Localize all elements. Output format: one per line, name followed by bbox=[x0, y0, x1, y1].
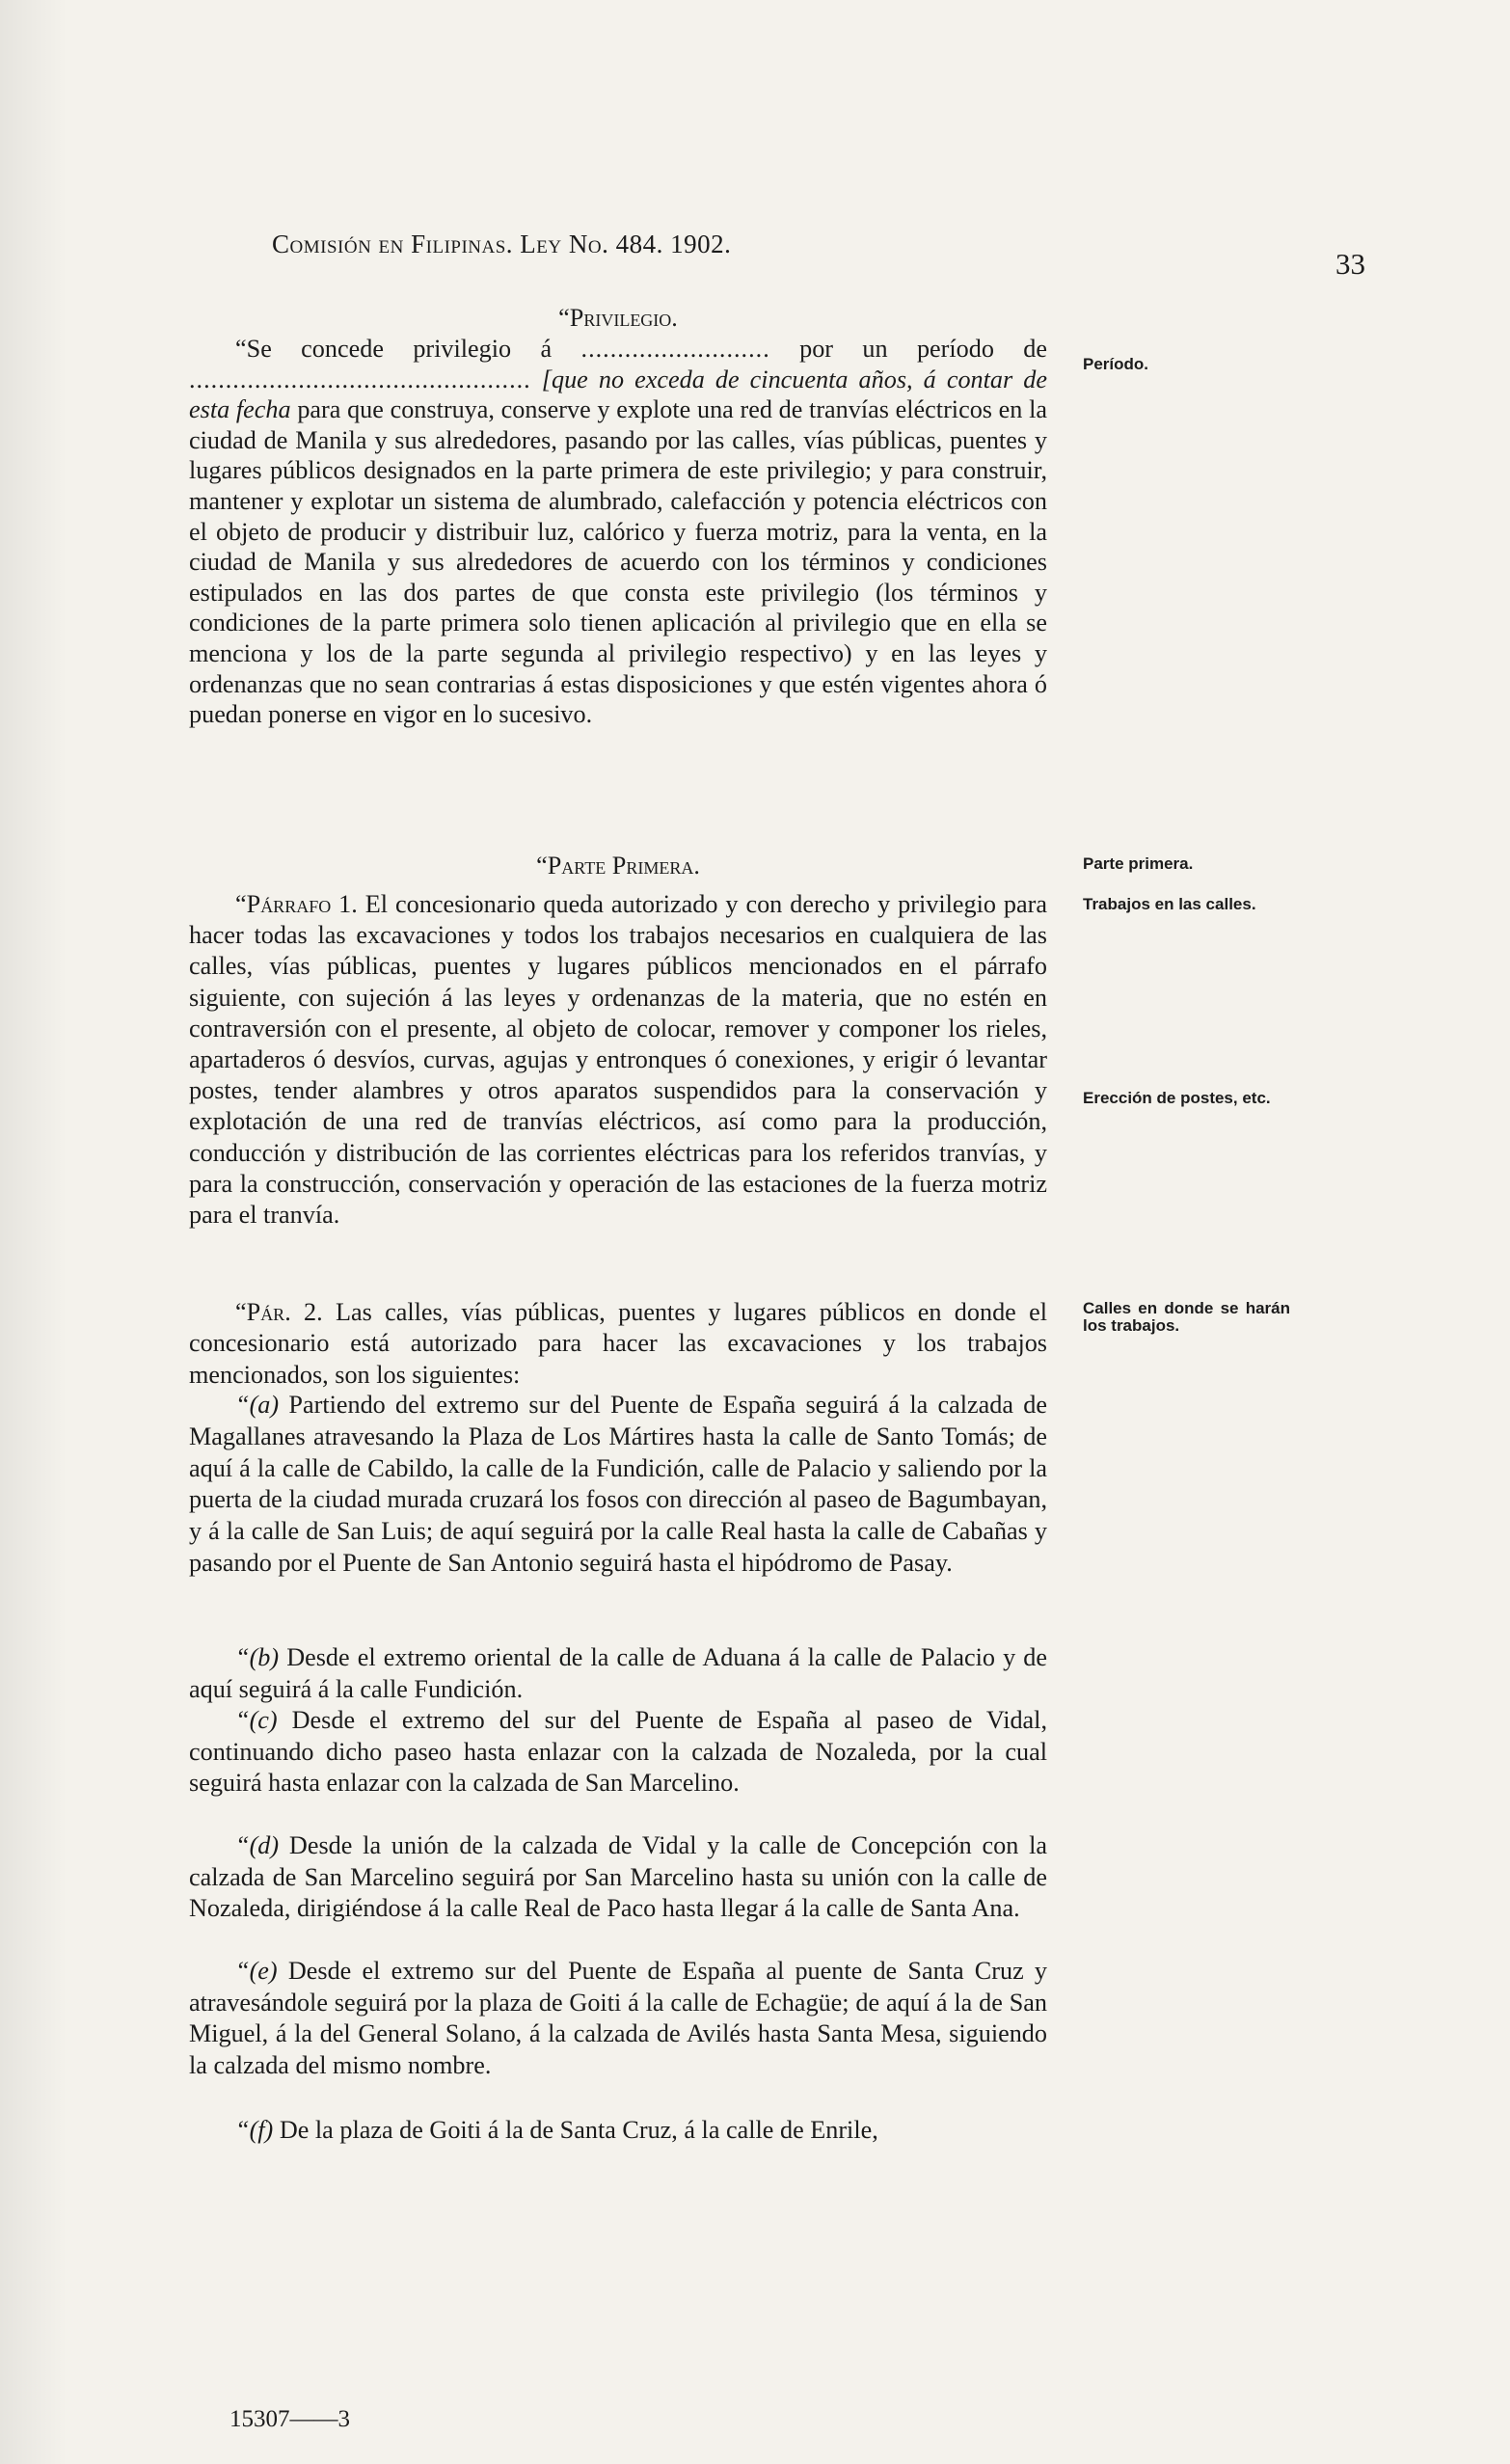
blank-dots-period: ............................................... bbox=[189, 365, 531, 393]
item-a-text: Partiendo del extremo sur del Puente de España seguirá á la calzada de Magallanes atravesando la Plaza de Los Mártires hasta la calle de Santo Tomás; de aquí á la calle de Cabildo, la calle de la Fundición, calle de Palacio y saliendo por la puerta de la ciudad murada cruzará los fosos con dirección al paseo de Bagumbayan, y á la calle de San Luis; de aquí seguirá por la calle Real hasta la calle de Cabañas y pasando por el Puente de San Antonio seguirá hasta el hipódromo de Pasay. bbox=[189, 1391, 1047, 1577]
item-e-label: “(e) bbox=[235, 1957, 278, 1985]
margin-note-trabajos: Trabajos en las calles. bbox=[1083, 895, 1256, 913]
privilegio-intro-mid: por un período de bbox=[799, 335, 1048, 363]
page-number: 33 bbox=[1335, 247, 1365, 281]
parte-primera-heading: “Parte Primera. bbox=[536, 852, 700, 880]
item-f-label: “(f) bbox=[235, 2116, 274, 2144]
privilegio-paragraph bbox=[189, 334, 1047, 730]
item-c bbox=[189, 1705, 1047, 1800]
margin-note-parte-primera: Parte primera. bbox=[1083, 854, 1194, 873]
item-b bbox=[189, 1642, 1047, 1705]
privilegio-heading: “Privilegio. bbox=[558, 304, 678, 332]
item-f bbox=[189, 2115, 1047, 2147]
parrafo-1-label: “Párrafo 1. bbox=[235, 890, 358, 918]
parrafo-2-text: Las calles, vías públicas, puentes y lugares públicos en donde el concesionario está autorizado para hacer las excavaciones y los trabajos mencionados, son los siguientes: bbox=[189, 1298, 1047, 1389]
parrafo-1-text: El concesionario queda autorizado y con derecho y privilegio para hacer todas las excavaciones y todos los trabajos necesarios en cualquiera de las calles, vías públicas, puentes y lugares públicos mencionados en el párrafo siguiente, con sujeción á las leyes y ordenanzas de la materia, que no estén en contraversión con el presente, al objeto de colocar, remover y componer los rieles, apartaderos ó desvíos, curvas, agujas y entronques ó conexiones, y erigir ó levantar postes, tender alambres y otros aparatos suspendidos para la conservación y explotación de una red de tranvías eléctricos, así como para la producción, conducción y distribución de las corrientes eléctricas para los referidos tranvías, y para la construcción, conservación y operación de las estaciones de la fuerza motriz para el tranvía. bbox=[189, 890, 1047, 1230]
item-d-text: Desde la unión de la calzada de Vidal y la calle de Concepción con la calzada de San Marcelino seguirá por San Marcelino hasta su unión con la calle de Nozaleda, dirigiéndose á la calle Real de Paco hasta llegar á la calle de Santa Ana. bbox=[189, 1831, 1048, 1922]
item-b-text: Desde el extremo oriental de la calle de Aduana á la calle de Palacio y de aquí seguirá á la calle Fundición. bbox=[189, 1643, 1047, 1703]
margin-note-periodo: Período. bbox=[1083, 355, 1149, 373]
running-head-year: 1902. bbox=[670, 230, 732, 258]
item-a-label: “(a) bbox=[235, 1391, 280, 1419]
item-e bbox=[189, 1956, 1047, 2081]
item-c-label: “(c) bbox=[235, 1706, 278, 1734]
item-b-label: “(b) bbox=[235, 1643, 280, 1671]
privilegio-intro-italic: [que no exceda de cincuenta años, á contar de esta fecha bbox=[189, 365, 1047, 424]
item-e-text: Desde el extremo sur del Puente de España al puente de Santa Cruz y atravesándole seguirá por la plaza de Goiti á la calle de Echagüe; de aquí á la de San Miguel, á la del General Solano, á la calzada de Avilés hasta Santa Mesa, siguiendo la calzada del mismo nombre. bbox=[189, 1957, 1047, 2079]
parrafo-1 bbox=[189, 889, 1047, 1231]
running-head-commission: Comisión en Filipinas. bbox=[272, 230, 514, 258]
item-c-text: Desde el extremo del sur del Puente de España al paseo de Vidal, continuando dicho paseo hasta enlazar con la calzada de Nozaleda, por la cual seguirá hasta enlazar con la calzada de San Marcelino. bbox=[189, 1706, 1048, 1797]
scan-edge-shadow bbox=[0, 0, 67, 2464]
item-f-text: De la plaza de Goiti á la de Santa Cruz, á la calle de Enrile, bbox=[279, 2116, 878, 2144]
running-head bbox=[272, 230, 731, 259]
privilegio-intro-rest: para que construya, conserve y explote una red de tranvías eléctricos en la ciudad de Manila y sus alrededores, pasando por las calles, vías públicas, puentes y lugares públicos designados en la parte primera de este privilegio; y para construir, mantener y explotar un sistema de alumbrado, calefacción y potencia eléctricos con el objeto de producir y distribuir luz, calórico y fuerza motriz, para la venta, en la ciudad de Manila y sus alrededores de acuerdo con los términos y condiciones estipulados en las dos partes de que consta este privilegio (los términos y condiciones de la parte primera solo tienen aplicación al privilegio que en ella se menciona y los de la parte segunda al privilegio respectivo) y en las leyes y ordenanzas que no sean contrarias á estas disposiciones y que estén vigentes ahora ó puedan ponerse en vigor en lo sucesivo. bbox=[189, 395, 1047, 729]
privilegio-intro-start: “Se concede privilegio á bbox=[235, 335, 553, 363]
signature-mark: 15307——3 bbox=[229, 2406, 350, 2432]
item-d-label: “(d) bbox=[235, 1831, 280, 1859]
item-d bbox=[189, 1830, 1047, 1925]
margin-note-calles: Calles en donde se harán los trabajos. bbox=[1083, 1299, 1290, 1335]
parrafo-2-label: “Pár. 2. bbox=[235, 1298, 323, 1326]
margin-note-ereccion: Erección de postes, etc. bbox=[1083, 1089, 1271, 1107]
running-head-law: Ley No. 484. bbox=[520, 230, 663, 258]
blank-dots-grantee: .......................... bbox=[580, 335, 770, 363]
item-a bbox=[189, 1390, 1047, 1580]
parrafo-2 bbox=[189, 1297, 1047, 1391]
